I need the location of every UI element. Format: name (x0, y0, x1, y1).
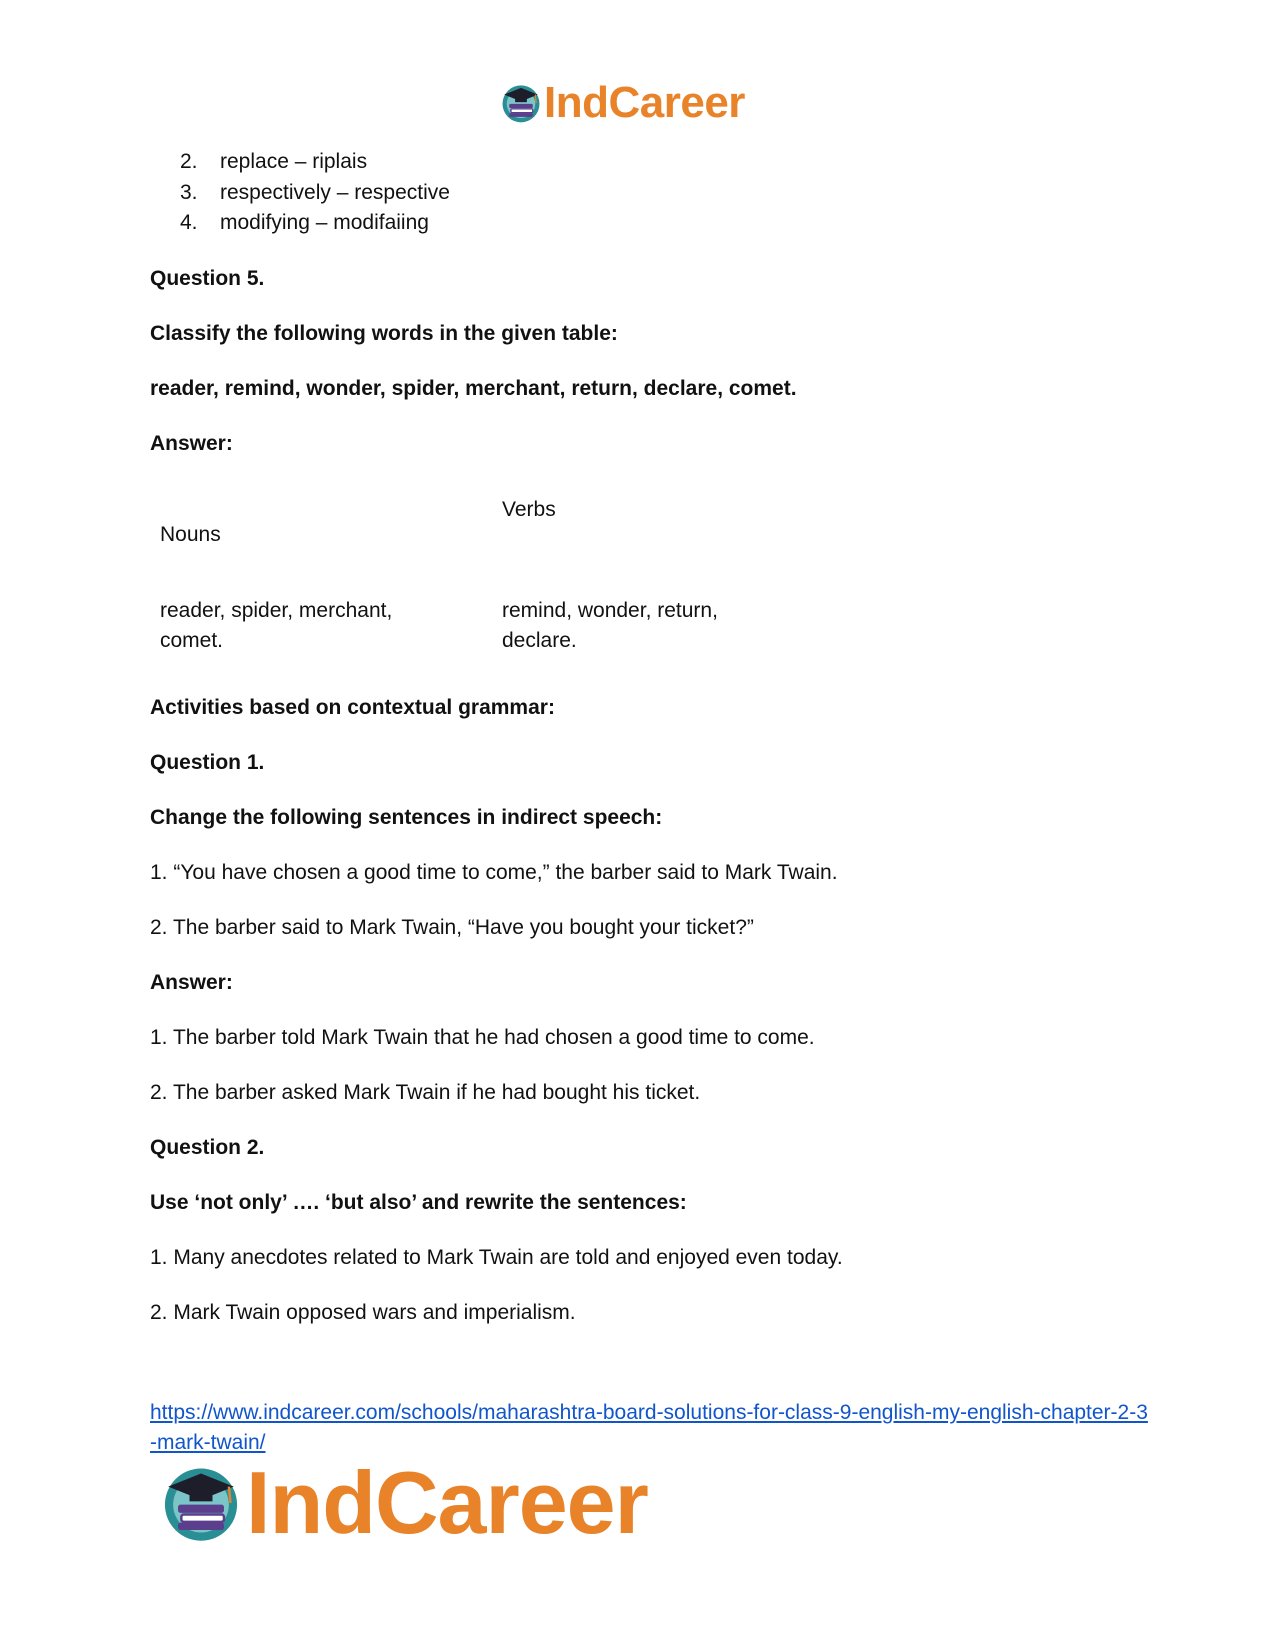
question-2-title: Question 2. (150, 1136, 265, 1159)
question-5-title: Question 5. (150, 267, 265, 290)
question-1-sentence-1: 1. “You have chosen a good time to come,” the barber said to Mark Twain. (150, 861, 838, 884)
answer-1: 1. The barber told Mark Twain that he had chosen a good time to come. (150, 1026, 815, 1049)
table-header-nouns: Nouns (160, 523, 221, 546)
section-title: Activities based on contextual grammar: (150, 696, 555, 719)
list-item: 3. respectively – respective (180, 180, 450, 204)
table-cell-verbs-line2: declare. (502, 629, 577, 652)
table-cell-nouns-line2: comet. (160, 629, 224, 652)
pronunciation-list (180, 147, 450, 239)
question-2-instruction: Use ‘not only’ …. ‘but also’ and rewrite the sentences: (150, 1191, 687, 1214)
question-1-instruction: Change the following sentences in indirect speech: (150, 806, 663, 829)
question-1-sentence-2: 2. The barber said to Mark Twain, “Have you bought your ticket?” (150, 916, 754, 939)
answer-2: 2. The barber asked Mark Twain if he had bought his ticket. (150, 1081, 701, 1104)
graduation-cap-icon (160, 1462, 242, 1544)
question-2-sentence-2: 2. Mark Twain opposed wars and imperialism. (150, 1301, 576, 1324)
answer-label: Answer: (150, 432, 233, 455)
list-item: 2. replace – riplais (180, 150, 368, 173)
question-1-title: Question 1. (150, 751, 265, 774)
question-2-sentence-1: 1. Many anecdotes related to Mark Twain are told and enjoyed even today. (150, 1246, 843, 1269)
graduation-cap-icon (500, 82, 542, 124)
footer-logo (160, 1453, 648, 1552)
question-5-words: reader, remind, wonder, spider, merchant, return, declare, comet. (150, 377, 797, 400)
table-cell-nouns-line1: reader, spider, merchant, (160, 599, 393, 622)
header-logo (500, 80, 745, 126)
table-header-verbs: Verbs (502, 498, 556, 521)
brand-name: IndCareer (544, 78, 745, 127)
brand-name: IndCareer (246, 1453, 648, 1552)
answer-label: Answer: (150, 971, 233, 994)
list-item: 4. modifying – modifaiing (180, 211, 429, 234)
question-5-instruction: Classify the following words in the given table: (150, 322, 618, 345)
table-cell-verbs-line1: remind, wonder, return, (502, 599, 718, 622)
source-link[interactable]: https://www.indcareer.com/schools/maharashtra-board-solutions-for-class-9-english-my-english-chapter-2-3-mark-twain/ (150, 1401, 1148, 1454)
